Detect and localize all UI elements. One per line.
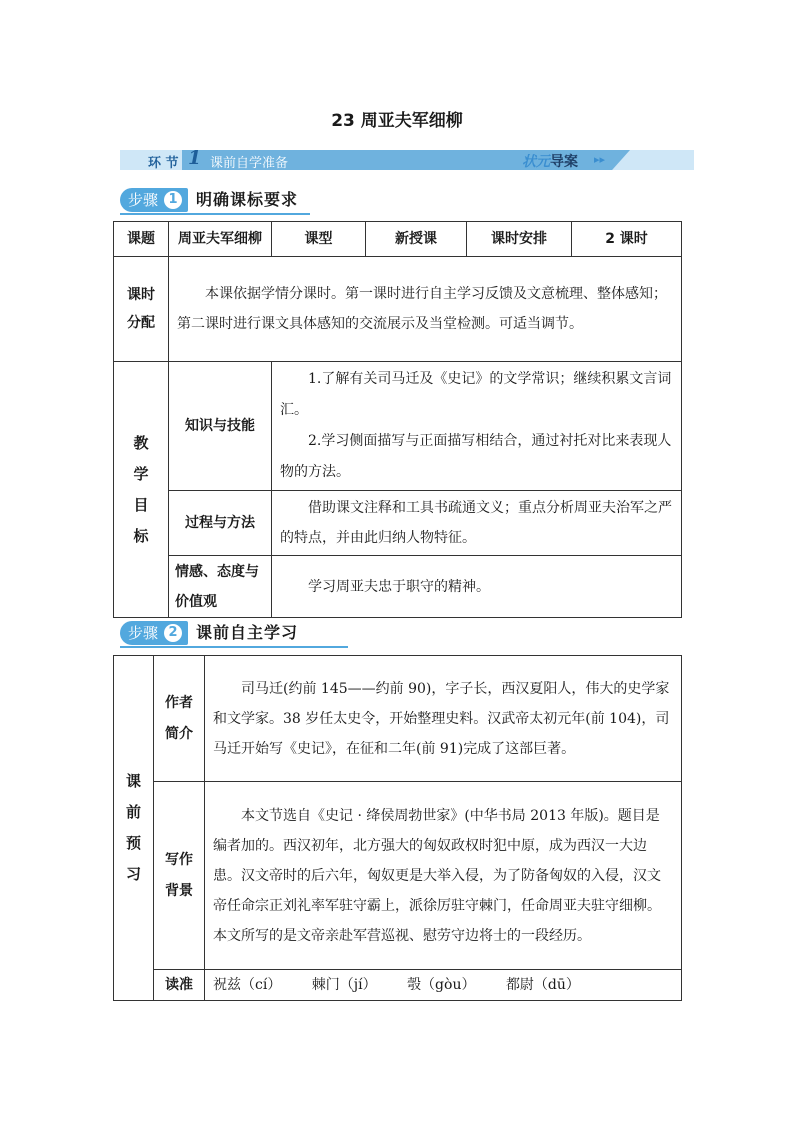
type-value: 新授课 [366,222,467,257]
step1-label: 明确课标要求 [196,190,299,209]
preview-label-char: 习 [125,865,141,883]
author-label-line1: 作者 [165,694,193,711]
knowledge-point-1: 1.了解有关司马迁及《史记》的文学常识；继续积累文言词汇。 [280,371,672,418]
step1-pill [120,188,188,212]
topic-value: 周亚夫军细柳 [169,222,272,257]
emotion-label-line2: 价值观 [175,593,217,610]
knowledge-label: 知识与技能 [169,362,272,491]
step2-underline [120,646,348,648]
preview-label-char: 预 [125,834,141,852]
table-row [114,257,682,362]
step1-header [120,188,310,212]
step1-number: 1 [164,191,182,209]
process-text: 借助课文注释和工具书疏通文义；重点分析周亚夫治军之严的特点，并由此归纳人物特征。 [272,491,682,556]
table-row [114,491,682,556]
banner-brand-b: 导案 [550,154,578,170]
banner-segment-label: 环 节 [148,156,179,171]
allocation-label [114,257,169,362]
background-label [154,782,205,970]
goals-label-char: 目 [133,495,149,514]
table-row [114,222,682,257]
emotion-label-line1: 情感、态度与 [175,563,259,580]
table-row [114,970,682,1001]
table-row [114,556,682,618]
banner-segment-number: 1 [188,147,202,169]
reading-item: 棘门（jí） [311,977,377,993]
background-label-line2: 背景 [165,882,193,899]
section-banner [120,147,694,171]
goals-label-char: 标 [133,526,149,545]
step1-word: 步骤 [128,191,159,209]
emotion-label [169,556,272,618]
reading-item: 彀（gòu） [407,977,476,993]
reading-label: 读准 [154,970,205,1001]
step2-word: 步骤 [128,624,159,642]
author-label-line2: 简介 [165,725,193,742]
step2-number: 2 [164,624,182,642]
goals-label-char: 教 [133,433,149,452]
goals-label [114,362,169,618]
table-row [114,656,682,782]
page-title: 23 周亚夫军细柳 [331,111,463,131]
allocation-text: 本课依据学情分课时。第一课时进行自主学习反馈及文意梳理、整体感知；第二课时进行课文具体感知的交流展示及当堂检测。可适当调节。 [169,257,682,362]
banner-title: 课前自学准备 [210,156,289,171]
table-row [114,782,682,970]
step2-pill [120,621,188,645]
author-label [154,656,205,782]
background-label-line1: 写作 [165,851,193,868]
author-text: 司马迁(约前 145——约前 90)，字子长，西汉夏阳人，伟大的史学家和文学家。38 岁任太史令，开始整理史料。汉武帝太初元年(前 104)，司马迁开始写《史记》，在征和二年(前 91)完成了这部巨著。 [205,656,682,782]
process-label: 过程与方法 [169,491,272,556]
double-arrow-icon: ▸▸ [594,153,606,166]
preview-label-char: 前 [125,803,141,821]
preview-label-char: 课 [125,772,141,790]
type-label: 课型 [272,222,366,257]
emotion-text: 学习周亚夫忠于职守的精神。 [272,556,682,618]
knowledge-text [272,362,682,491]
preview-table [113,655,682,1001]
schedule-label: 课时安排 [467,222,572,257]
reading-items [205,970,682,1001]
knowledge-point-2: 2.学习侧面描写与正面描写相结合，通过衬托对比来表现人物的方法。 [280,433,672,480]
preview-side-label [114,656,154,1001]
reading-item: 祝兹（cí） [213,977,282,993]
reading-item: 都尉（dū） [505,977,580,993]
topic-label: 课题 [114,222,169,257]
step1-underline [120,213,310,215]
goals-label-char: 学 [133,464,149,483]
background-text: 本文节选自《史记 · 绛侯周勃世家》(中华书局 2013 年版)。题目是编者加的。西汉初年，北方强大的匈奴政权时犯中原，成为西汉一大边患。汉文帝时的后六年，匈奴更是大举入侵，为了防备匈奴的入侵，汉文帝任命宗正刘礼率军驻守霸上，派徐厉驻守棘门，任命周亚夫驻守细柳。本文所写的是文帝亲赴军营巡视、慰劳守边将士的一段经历。 [205,782,682,970]
step2-header [120,621,348,645]
step2-label: 课前自主学习 [196,623,299,642]
schedule-value: 2 课时 [572,222,682,257]
allocation-label-line2: 分配 [127,315,155,331]
table-row [114,362,682,491]
banner-brand [522,151,578,171]
banner-brand-a: 状元 [522,154,550,170]
allocation-label-line1: 课时 [127,287,155,303]
lesson-requirements-table [113,221,682,618]
